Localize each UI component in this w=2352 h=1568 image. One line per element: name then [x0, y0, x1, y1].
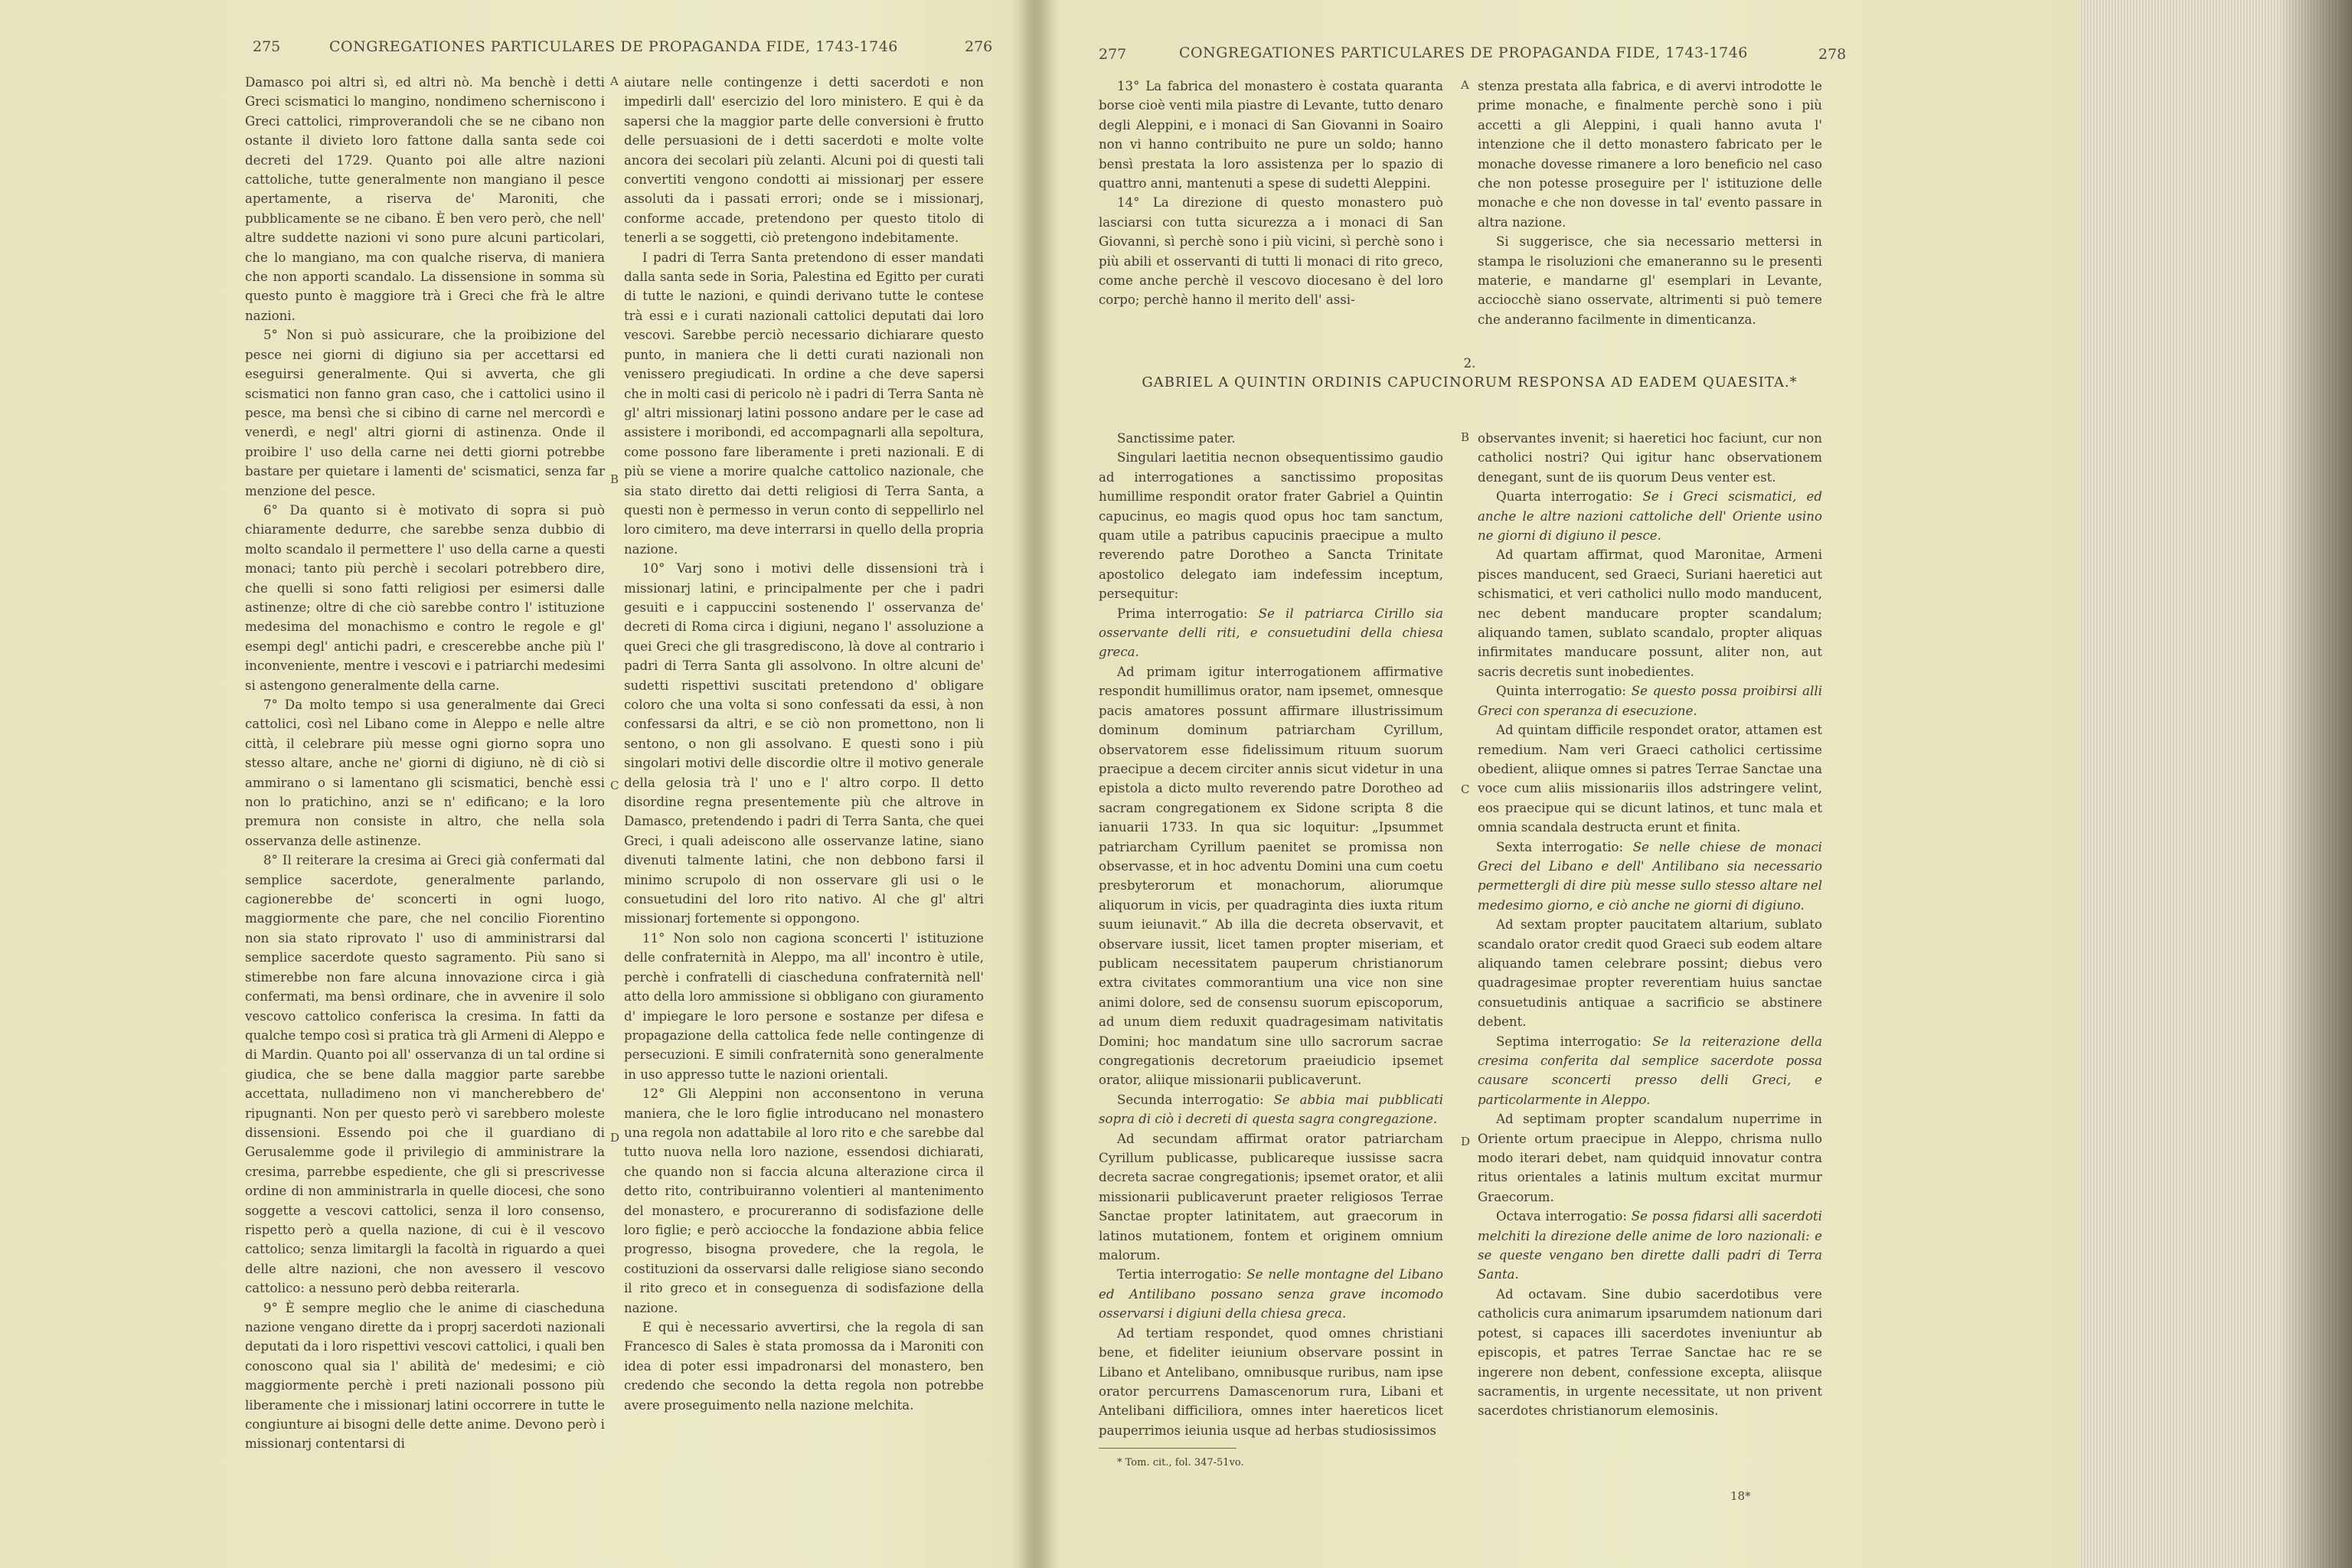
margin-letter-c: C	[1461, 782, 1470, 796]
left-column-1	[245, 73, 605, 1454]
paragraph: 6° Da quanto si è motivato di sopra si può chiaramente dedurre, che sarebbe senza dubbio di molto scandalo il permettere l' uso della carne a questi monaci; tanto più perchè i secolari potrebbero dire, che quelli si sono fatti religiosi per esimersi dalle astinenze; oltre di che ciò sarebbe contro l' istituzione medesima del monachismo e contro le regole e gl' esempi degl' antichi padri, e crescerebbe anche più l' inconveniente, mentre i vescovi e i patriarchi medesimi si astengono generalmente della carne.	[245, 502, 605, 693]
question	[1099, 604, 1443, 662]
margin-letter-c: C	[610, 779, 619, 792]
paragraph: aiutare nelle contingenze i detti sacerdoti e non impedirli dall' esercizio del loro ministero. E qui è da sapersi che la maggior parte delle conversioni è frutto delle persuasioni de i detti sacerdoti e molte volte ancora dei secolari più zelanti. Alcuni poi di questi tali convertiti vengono condotti ai missionarj per essere assoluti da i passati errori; onde se i missionarj, conforme accade, pretendono per questo titolo di tenerli a se soggetti, ciò pretengono indebitamente.	[624, 75, 984, 246]
section-heading	[1099, 354, 1822, 393]
question	[1478, 1207, 1822, 1285]
question	[1478, 838, 1822, 916]
left-column-2	[624, 73, 984, 1415]
margin-letter-a: A	[1461, 78, 1469, 92]
footnote: * Tom. cit., fol. 347-51vo.	[1117, 1457, 1244, 1469]
right-running-header: CONGREGATIONES PARTICULARES DE PROPAGANDA FIDE, 1743-1746	[1179, 44, 1748, 61]
question-text: Se nelle chiese de monaci Greci del Libano e dell' Antilibano sia necessario permettergli di dire più messe sullo stesso altare nel medesimo giorno, e ciò anche ne giorni di digiuno.	[1478, 839, 1822, 913]
paragraph: Ad primam igitur interrogationem affirmative respondit humillimus orator, nam ipsemet, omnesque pacis amatores possunt affirmare illustrissimum dominum dominum patriarcham Cyrillum, observatorem esse fidelissimum rituum suorum praecipue a decem circiter annis sicut videtur in una epistola a dicto multo reverendo patre Dorotheo ad sacram congregationem ex Sidone scripta 8 die ianuarii 1733. In qua sic loquitur: „Ipsummet patriarcham Cyrillum paenitet se promissa non observasse, et in hoc adventu Domini una cum coetu presbyterorum et monachorum, aliorumque aliquorum in vicis, per quadraginta dies iuxta ritum suum ieiunavit.“ Ab illa die decreta observavit, et observare iussit, licet tamen propter miseriam, et publicam necessitatem pauperum christianorum extra civitates commorantium una vice non sine animi dolore, sed de consensu suorum episcoporum, ad unum diem reduxit quadragesimam nativitatis Domini; hoc mandatum sine ullo sacrorum sacrae congregationis decretorum praeiudicio ipsemet orator, aliique missionarii publicaverunt.	[1099, 664, 1443, 1088]
question	[1099, 1265, 1443, 1323]
right-page	[1057, 0, 2079, 1568]
paragraph: 10° Varj sono i motivi delle dissensioni trà i missionarj latini, e principalmente per che i padri gesuiti e i cappuccini sostenendo l' osservanza de' decreti di Roma circa i digiuni, negano l' assoluzione a quei Greci che gli trasgrediscono, là dove al contrario i padri di Terra Santa gli assolvono. In oltre alcuni de' sudetti rispettivi suscitati pretendono d' obligare coloro che una volta si sono confessati da essi, à non confessarsi da altri, e se ciò non promettono, non li sentono, o non gli assolvano. E questi sono i più singolari motivi delle discordie oltre il motivo generale della gelosia trà l' uno e l' altro corpo. Il detto disordine regna presentemente più che altrove in Damasco, pretendendo i padri di Terra Santa, che quei Greci, i quali adeiscono alle osservanze latine, siano divenuti talmente latini, che non debbono farsi il minimo scrupolo di non osservare gli usi o le consuetudini del loro rito nativo. Al che gl' altri missionarj fortemente si oppongono.	[624, 561, 984, 926]
paragraph: Ad octavam. Sine dubio sacerdotibus vere catholicis cura animarum ipsarumdem nationum dari potest, si capaces illi sacerdotes inveniuntur ab episcopis, et patres Terrae Sanctae hac re se ingerere non debent, confessione excepta, aliisque sacramentis, in urgente necessitate, ut non privent sacerdotes christianorum elemosinis.	[1478, 1286, 1822, 1419]
question-label: Quarta interrogatio:	[1496, 489, 1633, 505]
question-text: Se questo possa proibirsi alli Greci con speranza di esecuzione.	[1478, 684, 1822, 718]
paragraph: 5° Non si può assicurare, che la proibizione del pesce nei giorni di digiuno sia per accettarsi ed eseguirsi generalmente. Qui si avverta, che gli scismatici non fanno gran caso, che i cattolici usino il pesce, ma bensì che si cibino di carne nel mercordì e venerdì, e negl' altri giorni di astinenza. Onde il proibire l' uso della carne nei detti giorni potrebbe bastare per quietare i lamenti de' scismatici, senza far menzione del pesce.	[245, 328, 605, 498]
margin-letter-b: B	[610, 472, 619, 486]
question	[1099, 1090, 1443, 1129]
paragraph: 8° Il reiterare la cresima ai Greci già confermati dal semplice sacerdote, generalmente parlando, cagionerebbe de' sconcerti in ogni luogo, maggiormente che pare, che nel concilio Fiorentino non sia stato riprovato l' uso di amministrarsi dal semplice sacerdote questo sagramento. Più sano si stimerebbe non fare alcuna innovazione circa i già confermati, ma bensì ordinare, che in avvenire il solo vescovo cattolico conferisca la cresima. In fatti da qualche tempo così si pratica trà gli Armeni di Aleppo e di Mardin. Quanto poi all' osservanza di un tal ordine si giudica, che se bene dalla maggior parte sarebbe accettata, nulladimeno non vi mancherebbero de' ripugnanti. Non per questo però vi sarebbero moleste dissensioni. Essendo poi che il guardiano di Gerusalemme gode il privilegio di amministrare la cresima, parrebbe espediente, che gli si prescrivesse ordine di non amministrarla in quelle diocesi, che sono soggette a vescovi cattolici, senza il loro consenso, rispetto però a quella nazione, di cui è il vescovo cattolico; senza limitargli la facoltà in riguardo a quei delle altre nazioni, che non avessero il vescovo cattolico: a nessuno però debba reiterarla.	[245, 853, 605, 1296]
question-label: Octava interrogatio:	[1496, 1209, 1627, 1224]
question-text: Se i Greci scismatici, ed anche le altre nazioni cattoliche dell' Oriente usino ne giorni di digiuno il pesce.	[1478, 489, 1822, 544]
salutation: Sanctissime pater.	[1117, 431, 1236, 446]
paragraph: 7° Da molto tempo si usa generalmente dai Greci cattolici, così nel Libano come in Aleppo e nelle altre città, il celebrare più messe ogni giorno sopra uno stesso altare, anche ne' giorni di digiuno, nè di ciò si ammirano o si lamentano gli scismatici, benchè essi non lo pratichino, anzi se n' edificano; e la loro premura non consiste in altro, che nella sola osservanza delle astinenze.	[245, 697, 605, 848]
right-page-number-b: 278	[1818, 46, 1847, 63]
question	[1478, 487, 1822, 545]
question-label: Quinta interrogatio:	[1496, 684, 1626, 699]
question-text: Se possa fidarsi alli sacerdoti melchiti la direzione delle anime de loro nazionali: e se queste vengano ben dirette dalli padri di Terra Santa.	[1478, 1209, 1822, 1282]
paragraph: Ad quintam difficile respondet orator, attamen est remedium. Nam veri Graeci catholici certissime obedient, aliique omnes si patres Terrae Sanctae una voce cum aliis missionariis illos adstringere velint, eos praecipue qui se dicunt latinos, et tunc mala et omnia scandala destructa erunt et finita.	[1478, 723, 1822, 835]
question-text: Se abbia mai pubblicati sopra di ciò i decreti di questa sagra congregazione.	[1099, 1092, 1443, 1127]
edge-shadow	[2278, 0, 2352, 1568]
section-number: 2.	[1463, 356, 1476, 371]
left-running-header: CONGREGATIONES PARTICULARES DE PROPAGANDA FIDE, 1743-1746	[329, 38, 898, 55]
section-title: GABRIEL A QUINTIN ORDINIS CAPUCINORUM RESPONSA AD EADEM QUAESITA.*	[1142, 374, 1798, 391]
paragraph: Damasco poi altri sì, ed altri nò. Ma benchè i detti Greci scismatici lo mangino, nondimeno scherniscono i Greci cattolici, rimproverandoli che se ne cibano non ostante il divieto loro fattone dalla santa sede coi decreti del 1729. Quanto poi alle altre nazioni cattoliche, tutte generalmente non mangiano il pesce apertamente, a riserva de' Maroniti, che pubblicamente se ne cibano. È ben vero però, che nell' altre suddette nazioni vi sono pure alcuni particolari, che lo mangiano, ma con qualche riserva, di maniera che non apporti scandalo. La dissensione in somma sù questo punto è maggiore trà i Greci che frà le altre nazioni.	[245, 75, 605, 323]
question	[1478, 681, 1822, 720]
paragraph: 12° Gli Aleppini non acconsentono in veruna maniera, che le loro figlie introducano nel monastero una regola non adattabile al loro rito e che sarebbe dal tutto nuova nella loro nazione, essendosi dichiarati, che quando non si faccia alcuna alterazione circa il detto rito, contribuiranno volentieri al mantenimento del monastero, e procureranno di sodisfazione delle loro figlie; e però acciocche la fondazione abbia felice progresso, bisogna provedere, che la regola, le costituzioni da osservarsi dalle religiose siano secondo il rito greco et in conseguenza di sodisfazione della nazione.	[624, 1086, 984, 1315]
right-page-number-a: 277	[1099, 46, 1127, 63]
paragraph: 11° Non solo non cagiona sconcerti l' istituzione delle confraternità in Aleppo, ma all' incontro è utile, perchè i confratelli di ciascheduna confraternità nell' atto della loro ammissione si obbligano con giuramento d' impiegare le loro persone e sostanze per difesa e propagazione della cattolica fede nelle contingenze di persecuzioni. E simili confraternità sono generalmente in uso appresso tutte le nazioni orientali.	[624, 930, 984, 1082]
right-top-column-2	[1478, 77, 1822, 329]
paragraph: Ad tertiam respondet, quod omnes christiani bene, et fideliter ieiunium observare possint in Libano et Antelibano, omnibusque ruribus, nam ipse orator percurrens Damascenorum rura, Libani et Antelibani difficiliora, omnes inter haereticos licet pauperrimos ieiunia usque ad herbas studiosissimos	[1099, 1325, 1443, 1438]
question-label: Septima interrogatio:	[1496, 1034, 1642, 1049]
paragraph: Ad quartam affirmat, quod Maronitae, Armeni pisces manducent, sed Graeci, Suriani haeretici aut schismatici, et veri catholici nullo modo manducent, nec debent manducare propter scandalum; aliquando tamen, sublato scandalo, propter aliquas infirmitates manducare possunt, aliter non, aut sacris decretis sunt inobedientes.	[1478, 547, 1822, 679]
paragraph: 13° La fabrica del monastero è costata quaranta borse cioè venti mila piastre di Levante, tutto denaro degli Aleppini, e i monaci di San Giovanni in Soairo non vi hanno contribuito ne pure un soldo; hanno bensì prestata la loro assistenza per lo spazio di quattro anni, mantenuti a spese di sudetti Aleppini.	[1099, 79, 1443, 191]
left-page-number-b: 276	[965, 38, 993, 55]
signature-mark: 18*	[1730, 1489, 1751, 1503]
right-column-1	[1099, 429, 1443, 1473]
question-label: Sexta interrogatio:	[1496, 839, 1624, 854]
right-top-column-1	[1099, 77, 1443, 310]
question-text: Se il patriarca Cirillo sia osservante delli riti, e consuetudini della chiesa greca.	[1099, 606, 1443, 660]
left-page-number-a: 275	[253, 38, 281, 55]
paragraph: I padri di Terra Santa pretendono di esser mandati dalla santa sede in Soria, Palestina ed Egitto per curati di tutte le nazioni, e quindi derivano tutte le contese trà essi e i curati nazionali cattolici deputati dai loro vescovi. Sarebbe perciò necessario dichiarare questo punto, in maniera che li detti curati nazionali non venissero pregiudicati. In ordine a che deve sapersi che in molti casi di pericolo nè i padri di Terra Santa nè gl' altri missionarj latini possono andare per le case ad assistere i moribondi, ed accompagnarli alla sepoltura, come possono fare liberamente i preti nazionali. E di più se viene a morire qualche cattolico nazionale, che sia stato diretto dai detti religiosi di Terra Santa, a questi non è permesso in verun conto di seppellirlo nel loro cimitero, ma deve interrarsi in quello della propria nazione.	[624, 250, 984, 557]
paragraph: E qui è necessario avvertirsi, che la regola di san Francesco di Sales è stata promossa da i Maroniti con idea di poter essi impadronarsi del monastero, ben credendo che secondo la detta regola non potrebbe avere proseguimento nella nazione melchita.	[624, 1320, 984, 1413]
paragraph: Singulari laetitia necnon obsequentissimo gaudio ad interrogationes a sanctissimo propositas humillime respondit orator frater Gabriel a Quintin capucinus, eo magis quod opus hoc tam sanctum, quam utile a patribus capucinis praecipue a multo reverendo patre Dorotheo a Sancta Trinitate apostolico delegato iam indefessim inceptum, persequitur:	[1099, 450, 1443, 602]
question-text: Se la reiterazione della cresima conferita dal semplice sacerdote possa causare sconcerti presso delli Greci, e particolarmente in Aleppo.	[1478, 1034, 1822, 1107]
paragraph: stenza prestata alla fabrica, e di avervi introdotte le prime monache, e finalmente perchè sono i più accetti a gli Aleppini, i quali hanno avuta l' intenzione che il detto monastero fabricato per le monache dovesse rimanere a loro beneficio nel caso che non potesse proseguire per l' istituzione delle monache e che non dovesse in tal' evento passare in altra nazione.	[1478, 79, 1822, 230]
paragraph: Ad sextam propter paucitatem altarium, sublato scandalo orator credit quod Graeci sub eodem altare aliquando tamen celebrare possint; diebus vero quadragesimae propter reverentiam huius sanctae consuetudinis antiquae a sacrificio se abstinere debent.	[1478, 917, 1822, 1030]
paragraph: Si suggerisce, che sia necessario mettersi in stampa le risoluzioni che emaneranno su le presenti materie, e mandarne gl' esemplari in Levante, acciocchè siano osservate, altrimenti si può temere che anderanno facilmente in dimenticanza.	[1478, 234, 1822, 327]
question-label: Prima interrogatio:	[1117, 606, 1248, 621]
paragraph: 14° La direzione di questo monastero può lasciarsi con tutta sicurezza a i monaci di San Giovanni, sì perchè sono i più vicini, sì perchè sono i più abili et osservanti di tutti li monaci di rito greco, come anche perchè il vescovo diocesano è del loro corpo; perchè hanno il merito dell' assi-	[1099, 195, 1443, 308]
question-label: Tertia interrogatio:	[1117, 1267, 1242, 1282]
paragraph: observantes invenit; si haeretici hoc faciunt, cur non catholici nostri? Qui igitur hanc observationem denegant, sunt de iis quorum Deus venter est.	[1478, 431, 1822, 485]
margin-letter-a: A	[610, 74, 619, 88]
margin-letter-d: D	[1461, 1135, 1471, 1148]
margin-letter-d: D	[610, 1131, 620, 1145]
paragraph: 9° È sempre meglio che le anime di ciascheduna nazione vengano dirette da i proprj sacerdoti nazionali deputati da i loro rispettivi vescovi cattolici, i quali ben conoscono qual sia l' abilità de' medesimi; e ciò maggiormente perchè i preti nazionali possono più liberamente che i missionarj latini occorrere in tutte le congiunture ai bisogni delle dette anime. Devono però i missionarj contentarsi di	[245, 1300, 605, 1452]
question-text: Se nelle montagne del Libano ed Antilibano possano senza grave incomodo osservarsi i digiuni della chiesa greca.	[1099, 1267, 1443, 1321]
margin-letter-b: B	[1461, 430, 1470, 444]
paragraph: Ad septimam propter scandalum nuperrime in Oriente ortum praecipue in Aleppo, chrisma nullo modo iterari debet, nam quidquid innovatur contra ritus orientales a latinis multum excitat murmur Graecorum.	[1478, 1112, 1822, 1204]
right-column-2	[1478, 429, 1822, 1421]
footnote-rule	[1099, 1448, 1236, 1449]
question-label: Secunda interrogatio:	[1117, 1092, 1264, 1107]
paragraph: Ad secundam affirmat orator patriarcham Cyrillum publicasse, publicareque iussisse sacra decreta sacrae congregationis; ipsemet orator, et alii missionarii publicaverunt praeter religiosos Terrae Sanctae propter latinitatem, aut graecorum in latinos mutationem, fontem et originem omnium malorum.	[1099, 1131, 1443, 1263]
left-page	[0, 0, 1018, 1568]
question	[1478, 1032, 1822, 1110]
